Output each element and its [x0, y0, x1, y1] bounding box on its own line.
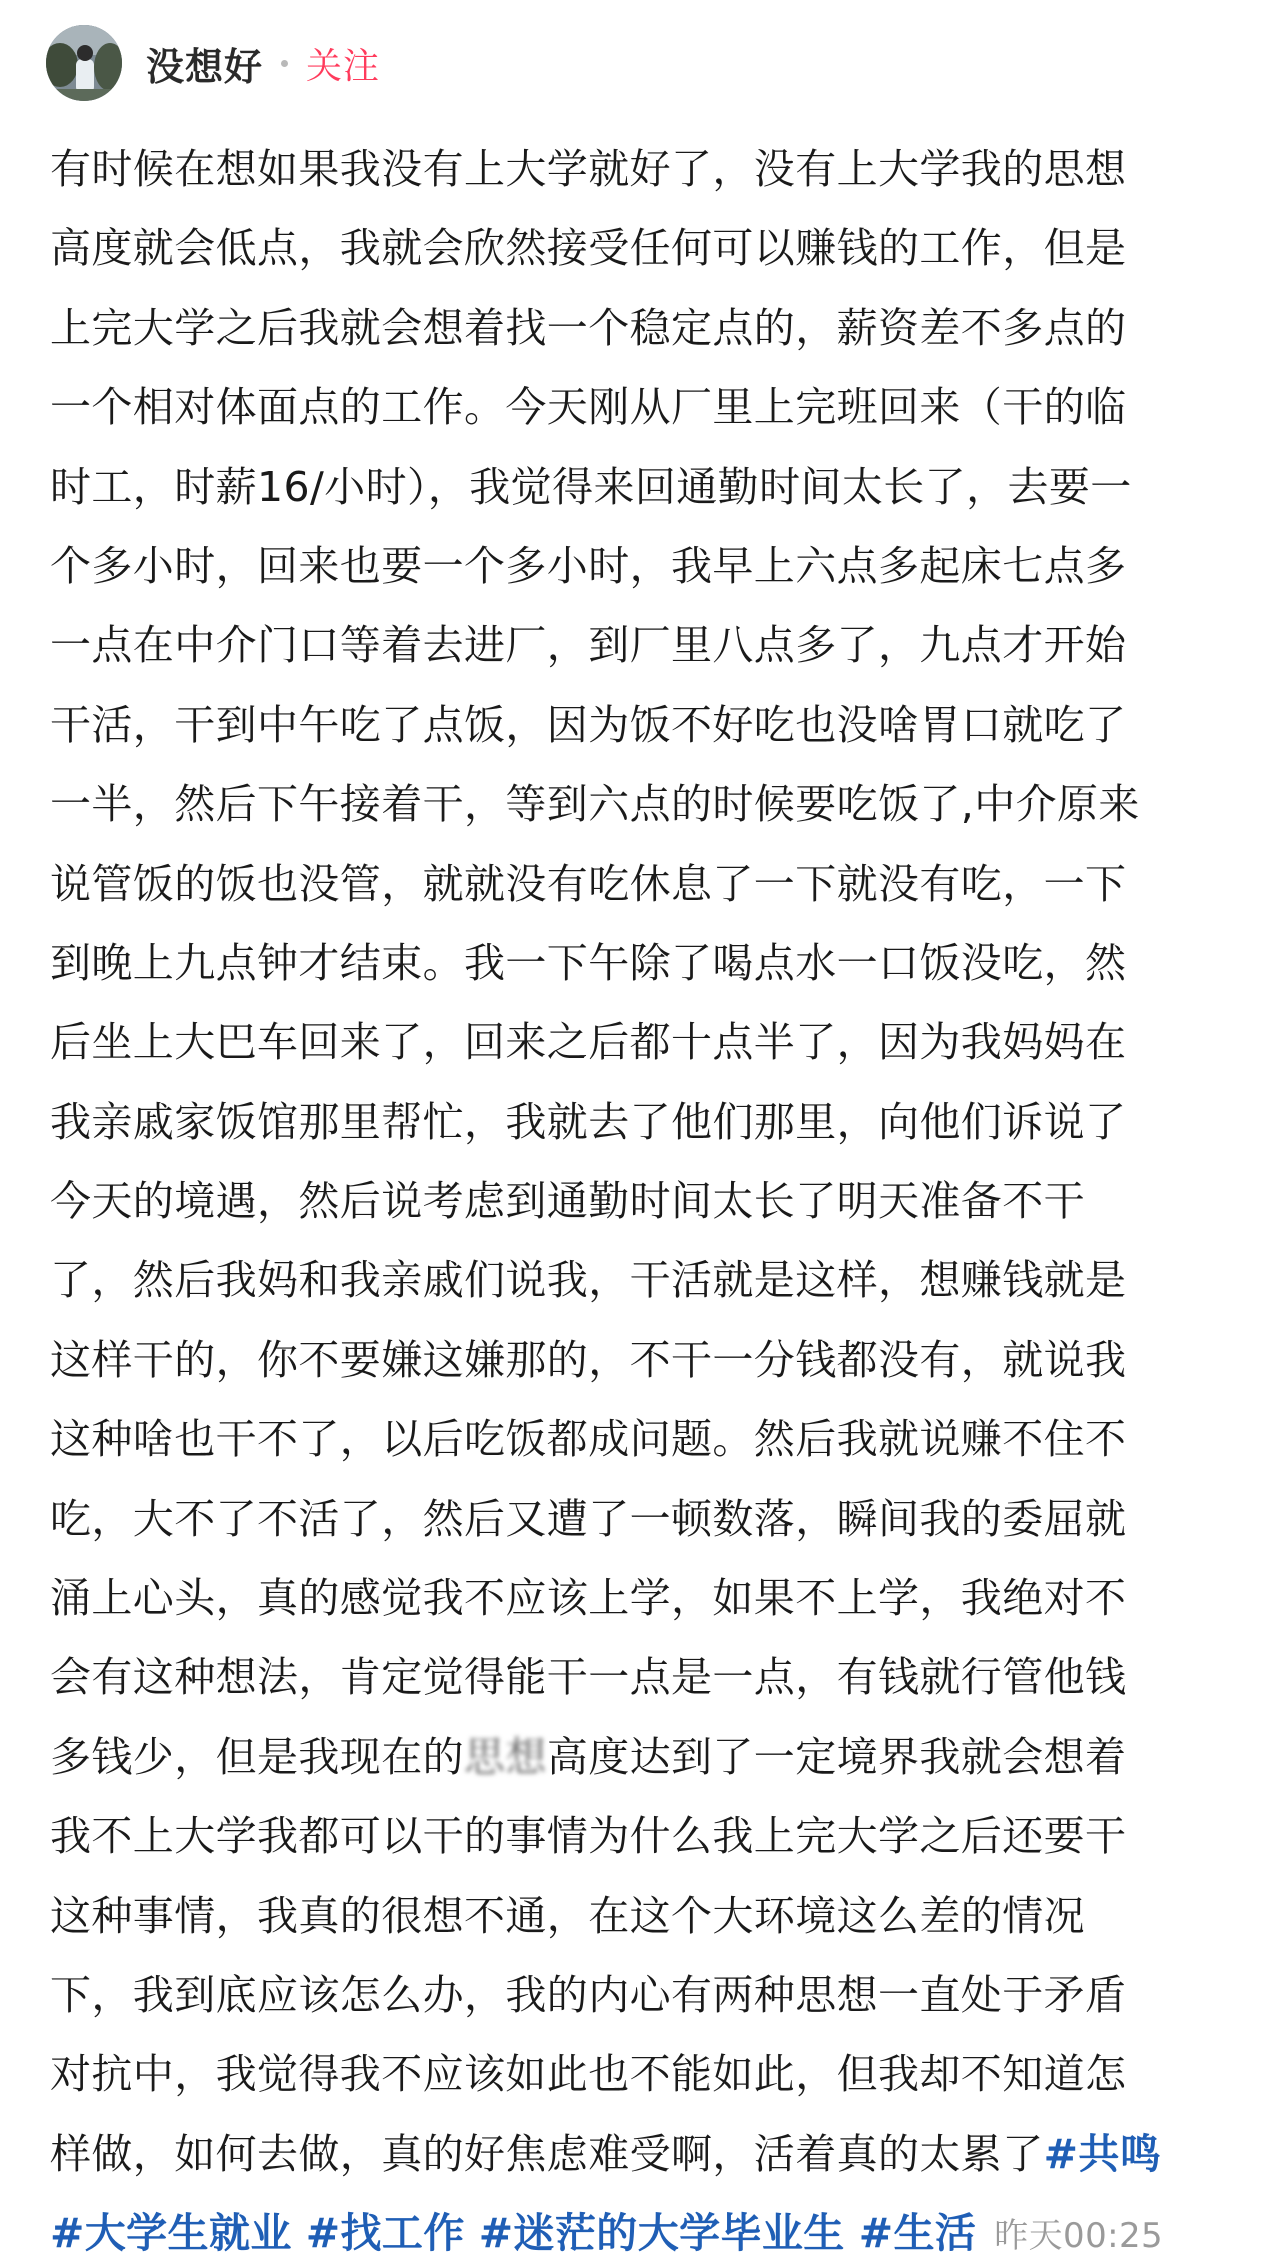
post-line: 这种啥也干不了，以后吃饭都成问题。然后我就说赚不住不 [50, 1415, 1127, 1464]
post-line: 吃，大不了不活了，然后又遭了一顿数落，瞬间我的委屈就 [50, 1494, 1127, 1543]
post-timestamp: 昨天00:25 [994, 2216, 1164, 2257]
post-line: 个多小时，回来也要一个多小时，我早上六点多起床七点多 [50, 541, 1127, 590]
hashtag-link[interactable]: #迷茫的大学毕业生 [478, 2209, 845, 2258]
post-line: 这样干的，你不要嫌这嫌那的，不干一分钱都没有，就说我 [50, 1335, 1127, 1384]
post-line: 说管饭的饭也没管，就就没有吃休息了一下就没有吃，一下 [50, 859, 1127, 908]
hashtag-link[interactable]: #共鸣 [1043, 2129, 1162, 2178]
post-line: 我不上大学我都可以干的事情为什么我上完大学之后还要干 [50, 1812, 1127, 1861]
follow-button[interactable]: 关注 [306, 45, 381, 87]
post-line: 有时候在想如果我没有上大学就好了，没有上大学我的思想 [50, 145, 1127, 193]
post-line: 上完大学之后我就会想着找一个稳定点的，薪资差不多点的 [50, 303, 1127, 352]
post-text: 多钱少，但是我现在的 [50, 1732, 464, 1781]
post-header [46, 24, 380, 102]
post-line: 一半，然后下午接着干，等到六点的时候要吃饭了,中介原来 [50, 780, 1140, 829]
post-line: 我亲戚家饭馆那里帮忙，我就去了他们那里，向他们诉说了 [50, 1097, 1127, 1146]
avatar[interactable] [46, 25, 122, 101]
post-line: 时工，时薪16/小时），我觉得来回通勤时间太长了，去要一 [50, 462, 1132, 511]
hashtag-link[interactable]: #大学生就业 [50, 2209, 292, 2258]
post-line: 高度就会低点，我就会欣然接受任何可以赚钱的工作，但是 [50, 224, 1127, 273]
post-line: 一点在中介门口等着去进厂，到厂里八点多了，九点才开始 [50, 621, 1127, 670]
post-body [50, 130, 1240, 2267]
post-line: 后坐上大巴车回来了，回来之后都十点半了，因为我妈妈在 [50, 1018, 1127, 1067]
post-line: 一个相对体面点的工作。今天刚从厂里上完班回来（干的临 [50, 383, 1127, 432]
post-line [50, 1718, 1240, 1797]
post-line: 今天的境遇，然后说考虑到通勤时间太长了明天准备不干 [50, 1177, 1085, 1226]
post-line: 涌上心头，真的感觉我不应该上学，如果不上学，我绝对不 [50, 1574, 1127, 1623]
avatar-image [46, 25, 122, 101]
post-line: 下，我到底应该怎么办，我的内心有两种思想一直处于矛盾 [50, 1970, 1127, 2019]
separator-dot [281, 60, 288, 67]
post-line: 这种事情，我真的很想不通，在这个大环境这么差的情况 [50, 1891, 1085, 1940]
post-tags-line [50, 2194, 1240, 2267]
post-line: 会有这种想法，肯定觉得能干一点是一点，有钱就行管他钱 [50, 1653, 1127, 1702]
post-line: 了，然后我妈和我亲戚们说我，干活就是这样，想赚钱就是 [50, 1256, 1127, 1305]
hashtag-link[interactable]: #生活 [858, 2209, 977, 2258]
blurred-text: 思想 [464, 1732, 547, 1781]
post-line: 对抗中，我觉得我不应该如此也不能如此，但我却不知道怎 [50, 2050, 1127, 2099]
author-name[interactable]: 没想好 [146, 44, 264, 89]
post-line: 干活，干到中午吃了点饭，因为饭不好吃也没啥胃口就吃了 [50, 700, 1127, 749]
post-line [50, 2115, 1240, 2194]
post-line: 到晚上九点钟才结束。我一下午除了喝点水一口饭没吃，然 [50, 938, 1127, 987]
post-text: 高度达到了一定境界我就会想着 [546, 1732, 1127, 1781]
hashtag-link[interactable]: #找工作 [305, 2209, 465, 2258]
post-text: 样做，如何去做，真的好焦虑难受啊，活着真的太累了 [50, 2129, 1044, 2178]
